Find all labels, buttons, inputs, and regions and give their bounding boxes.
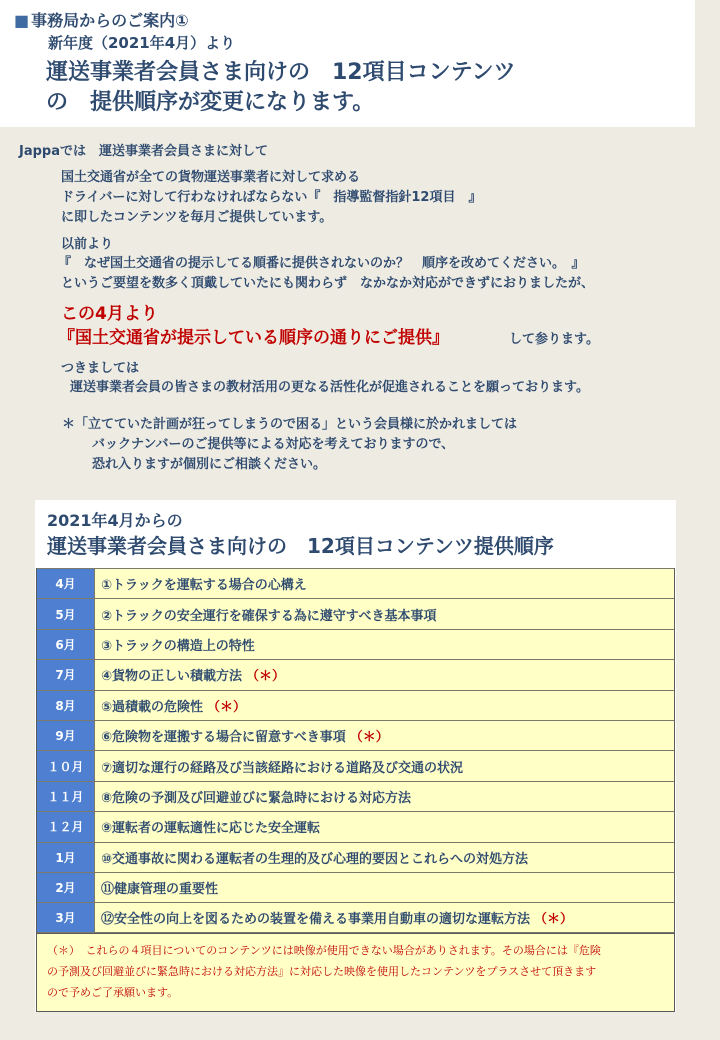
footnote-line3: ので予めご了承願います。 (47, 986, 179, 999)
table-row (37, 902, 674, 932)
month-cell: 9月 (37, 721, 95, 750)
month-cell: 3月 (37, 903, 95, 931)
content-item-cell (95, 903, 674, 931)
table-row (37, 872, 674, 902)
table-row (37, 629, 674, 659)
para1-line3: に即したコンテンツを毎月ご提供しています。 (61, 210, 333, 225)
header-subtitle: 新年度（2021年4月）より (48, 34, 236, 52)
footnote-line1: （＊） これらの４項目についてのコンテンツには映像が使用できない場合がありされます。その場合には『危険 (47, 944, 601, 957)
page-title-line2: の 提供順序が変更になります。 (46, 90, 375, 115)
section-label: 事務局からのご案内① (31, 11, 189, 30)
asterisk-mark: （＊） (246, 669, 286, 685)
month-cell: １０月 (37, 751, 95, 780)
schedule-table (36, 568, 675, 933)
content-item-cell (95, 630, 674, 659)
table-row (37, 781, 674, 811)
table-row (37, 842, 674, 872)
para4-line1: ＊「立てていた計画が狂ってしまうので困る」という会員様に於かれましては (62, 417, 518, 432)
content-item-label: ②トラックの安全運行を確保する為に遵守すべき基本事項 (101, 608, 437, 624)
table-row (37, 598, 674, 628)
para1-line2: ドライバーに対して行わなければならない『 指導監督指針12項目 』 (61, 190, 482, 205)
content-item-label: ⑪健康管理の重要性 (101, 882, 219, 898)
content-item-label: ⑥危険物を運搬する場合に留意すべき事項 (101, 730, 346, 746)
para3-line2: 運送事業者会員の皆さまの教材活用の更なる活性化が促進されることを願っております。 (70, 380, 589, 395)
intro-text: Jappaでは 運送事業者会員さまに対して (19, 144, 268, 159)
content-item-cell (95, 691, 674, 720)
para2-line2: 『 なぜ国土交通省の提示してる順番に提供されないのか？ 順序を改めてください。 』 (58, 256, 585, 271)
month-cell: 2月 (37, 873, 95, 902)
month-cell: １１月 (37, 782, 95, 811)
table-row (37, 720, 674, 750)
content-item-label: ⑧危険の予測及び回避並びに緊急時における対応方法 (101, 790, 412, 806)
content-item-label: ①トラックを運転する場合の心構え (101, 578, 307, 594)
content-item-label: ⑤過積載の危険性 (101, 699, 204, 715)
asterisk-mark: （＊） (207, 699, 247, 715)
emphasis-suffix: して参ります。 (509, 332, 599, 347)
month-cell: 6月 (37, 630, 95, 659)
table-row (37, 568, 674, 598)
month-cell: 5月 (37, 599, 95, 628)
table-row (37, 690, 674, 720)
header-banner (0, 0, 695, 127)
month-cell: 1月 (37, 843, 95, 872)
emphasis-line2: 『国土交通省が提示している順序の通りにご提供』 (58, 328, 449, 348)
content-item-cell (95, 751, 674, 780)
content-item-cell (95, 843, 674, 872)
content-item-label: ⑩交通事故に関わる運転者の生理的及び心理的要因とこれらへの対処方法 (101, 851, 529, 867)
content-item-cell (95, 569, 674, 598)
month-cell: １２月 (37, 812, 95, 841)
asterisk-mark: （＊） (534, 911, 574, 927)
content-item-label: ④貨物の正しい積載方法 (101, 669, 243, 685)
para1-line1: 国土交通省が全ての貨物運送事業者に対して求める (61, 170, 361, 185)
schedule-title-line2: 運送事業者会員さま向けの 12項目コンテンツ提供順序 (47, 534, 554, 558)
content-item-cell (95, 782, 674, 811)
content-item-cell (95, 660, 674, 689)
para2-line3: というご要望を数多く頂戴していたにも関わらず なかなか対応ができずにおりましたが、 (61, 276, 595, 291)
footnote-line2: の予測及び回避並びに緊急時における対応方法』に対応した映像を使用したコンテンツをプラスさせて頂きます (47, 965, 597, 978)
asterisk-mark: （＊） (349, 730, 389, 746)
footnote (36, 933, 675, 1012)
schedule-panel (35, 500, 676, 1012)
table-row (37, 659, 674, 689)
content-item-label: ③トラックの構造上の特性 (101, 638, 255, 654)
content-item-cell (95, 873, 674, 902)
schedule-title-line1: 2021年4月からの (47, 511, 183, 530)
month-cell: 8月 (37, 691, 95, 720)
emphasis-line1: この4月より (61, 304, 158, 324)
content-item-label: ⑫安全性の向上を図るための装置を備える事業用自動車の適切な運転方法 (101, 911, 531, 927)
content-item-cell (95, 599, 674, 628)
para2-line1: 以前より (61, 237, 114, 252)
content-item-label: ⑦適切な運行の経路及び当該経路における道路及び交通の状況 (101, 760, 464, 776)
page-title-line1: 運送事業者会員さま向けの 12項目コンテンツ (46, 60, 516, 85)
para4-line3: 恐れ入りますが個別にご相談ください。 (92, 457, 327, 472)
content-item-label: ⑨運転者の運転適性に応じた安全運転 (101, 821, 321, 837)
month-cell: 4月 (37, 569, 95, 598)
page-title (46, 58, 516, 118)
month-cell: 7月 (37, 660, 95, 689)
para4-line2: バックナンバーのご提供等による対応を考えておりますので、 (92, 437, 455, 452)
content-item-cell (95, 812, 674, 841)
content-item-cell (95, 721, 674, 750)
para3-line1: つきましては (61, 361, 140, 376)
section-heading (14, 8, 189, 31)
table-row (37, 750, 674, 780)
square-bullet-icon: ■ (14, 11, 30, 30)
table-row (37, 811, 674, 841)
